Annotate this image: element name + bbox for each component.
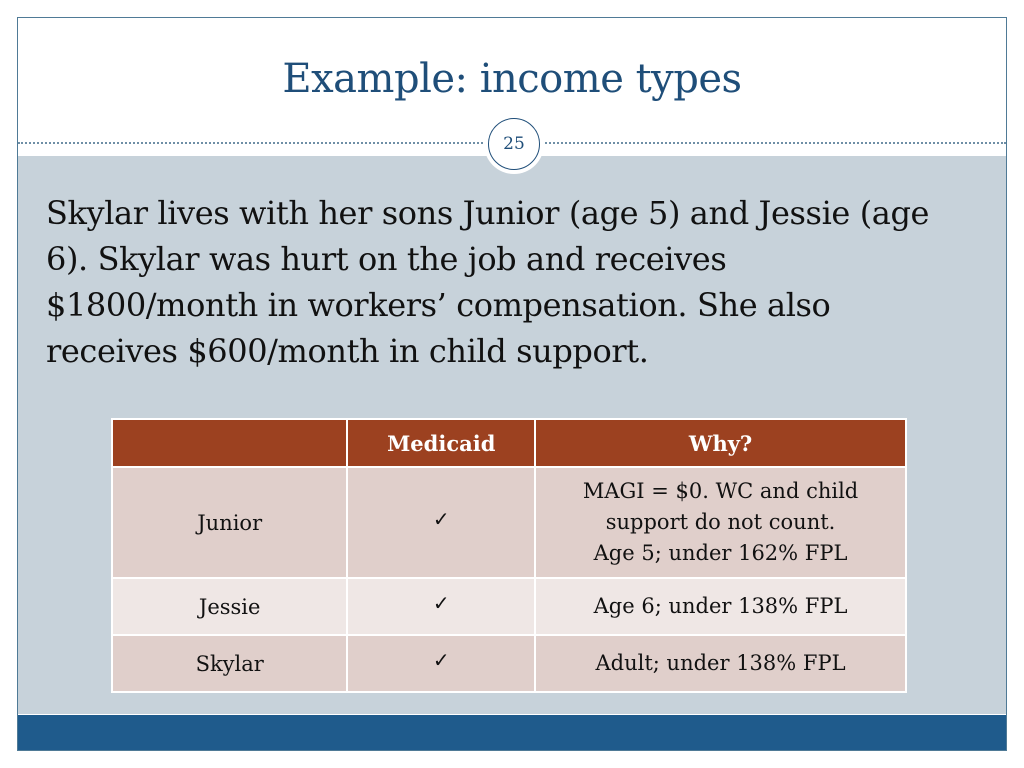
- cell-medicaid: [347, 467, 535, 578]
- checkmark-icon: ✓: [432, 590, 450, 615]
- checkmark-icon: ✓: [432, 647, 450, 672]
- footer-bar: [18, 715, 1006, 751]
- why-line: Age 5; under 162% FPL: [593, 541, 848, 565]
- why-line: support do not count.: [605, 510, 836, 534]
- page-number: 25: [488, 118, 540, 170]
- cell-why: [535, 578, 906, 635]
- checkmark-icon: ✓: [432, 506, 450, 531]
- cell-name: Junior: [112, 467, 347, 578]
- table-row: [112, 467, 906, 578]
- why-line: Age 6; under 138% FPL: [593, 594, 848, 618]
- header-why: Why?: [535, 419, 906, 467]
- cell-why: [535, 635, 906, 692]
- eligibility-table: [111, 418, 907, 693]
- slide: [17, 17, 1007, 751]
- header-medicaid: Medicaid: [347, 419, 535, 467]
- why-line: Adult; under 138% FPL: [595, 651, 846, 675]
- cell-medicaid: [347, 578, 535, 635]
- page-number-badge: [484, 114, 544, 174]
- table-row: [112, 635, 906, 692]
- cell-why: [535, 467, 906, 578]
- slide-title: Example: income types: [282, 56, 742, 102]
- table-header-row: [112, 419, 906, 467]
- cell-name: Skylar: [112, 635, 347, 692]
- cell-name: Jessie: [112, 578, 347, 635]
- cell-medicaid: [347, 635, 535, 692]
- header-name: [112, 419, 347, 467]
- scenario-text: Skylar lives with her sons Junior (age 5) and Jessie (age 6). Skylar was hurt on the job and receives $1800/month in workers’ compensation. She also receives $600/month in child support.: [46, 194, 930, 370]
- why-line: MAGI = $0. WC and child: [582, 479, 859, 503]
- table-row: [112, 578, 906, 635]
